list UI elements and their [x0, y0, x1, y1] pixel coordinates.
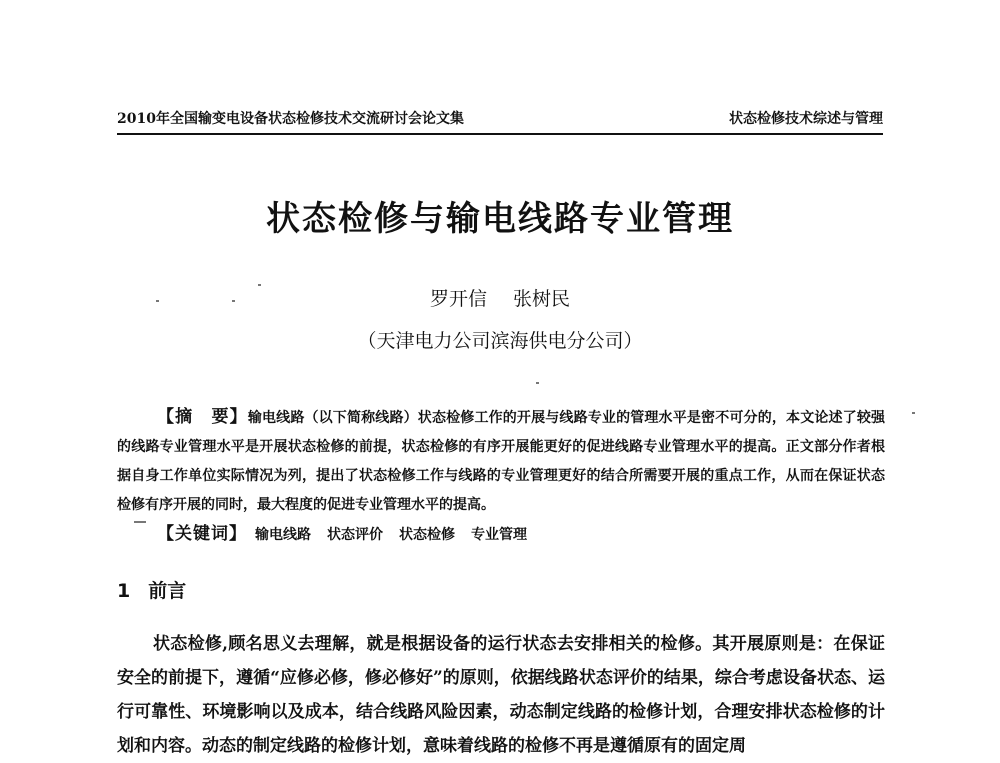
running-header [117, 107, 883, 135]
keyword: 状态检修 [399, 527, 455, 543]
section-title: 前言 [148, 580, 187, 602]
author-list [0, 285, 1000, 313]
author-name: 罗开信 [429, 288, 487, 310]
keywords-label: 【关键词】 [157, 524, 247, 544]
header-conference-title: 2010年全国输变电设备状态检修技术交流研讨会论文集 [117, 111, 464, 127]
keyword: 状态评价 [327, 527, 383, 543]
scan-speck [134, 521, 146, 523]
author-name: 张树民 [513, 288, 571, 310]
scan-speck [536, 382, 539, 384]
scan-speck [258, 284, 261, 286]
header-section-name: 状态检修技术综述与管理 [729, 111, 883, 127]
abstract [117, 403, 885, 520]
scan-speck [156, 300, 159, 302]
keywords [157, 520, 527, 549]
author-affiliation: （天津电力公司滨海供电分公司） [357, 330, 643, 352]
abstract-text: 输电线路（以下简称线路）状态检修工作的开展与线路专业的管理水平是密不可分的，本文论述了较强的线路专业管理水平是开展状态检修的前提，状态检修的有序开展能更好的促进线路专业管理水平的提高。正文部分作者根据自身工作单位实际情况为列，提出了状态检修工作与线路的专业管理更好的结合所需要开展的重点工作，从而在保证状态检修有序开展的同时，最大程度的促进专业管理水平的提高。 [117, 410, 886, 513]
abstract-label: 【摘 要】 [157, 407, 248, 427]
section-heading [117, 577, 186, 605]
section-number: 1 [117, 580, 131, 602]
scan-speck [912, 412, 915, 414]
scan-speck [232, 300, 235, 302]
keyword: 输电线路 [255, 527, 311, 543]
paper-title: 状态检修与输电线路专业管理 [266, 199, 734, 239]
section-paragraph: 状态检修,顾名思义去理解，就是根据设备的运行状态去安排相关的检修。其开展原则是：在保证安全的前提下，遵循“应修必修，修必修好”的原则，依据线路状态评价的结果，综合考虑设备状态、运行可靠性、环境影响以及成本，结合线路风险因素，动态制定线路的检修计划，合理安排状态检修的计划和内容。动态的制定线路的检修计划，意味着线路的检修不再是遵循原有的固定周 [117, 634, 885, 756]
keyword: 专业管理 [471, 527, 527, 543]
